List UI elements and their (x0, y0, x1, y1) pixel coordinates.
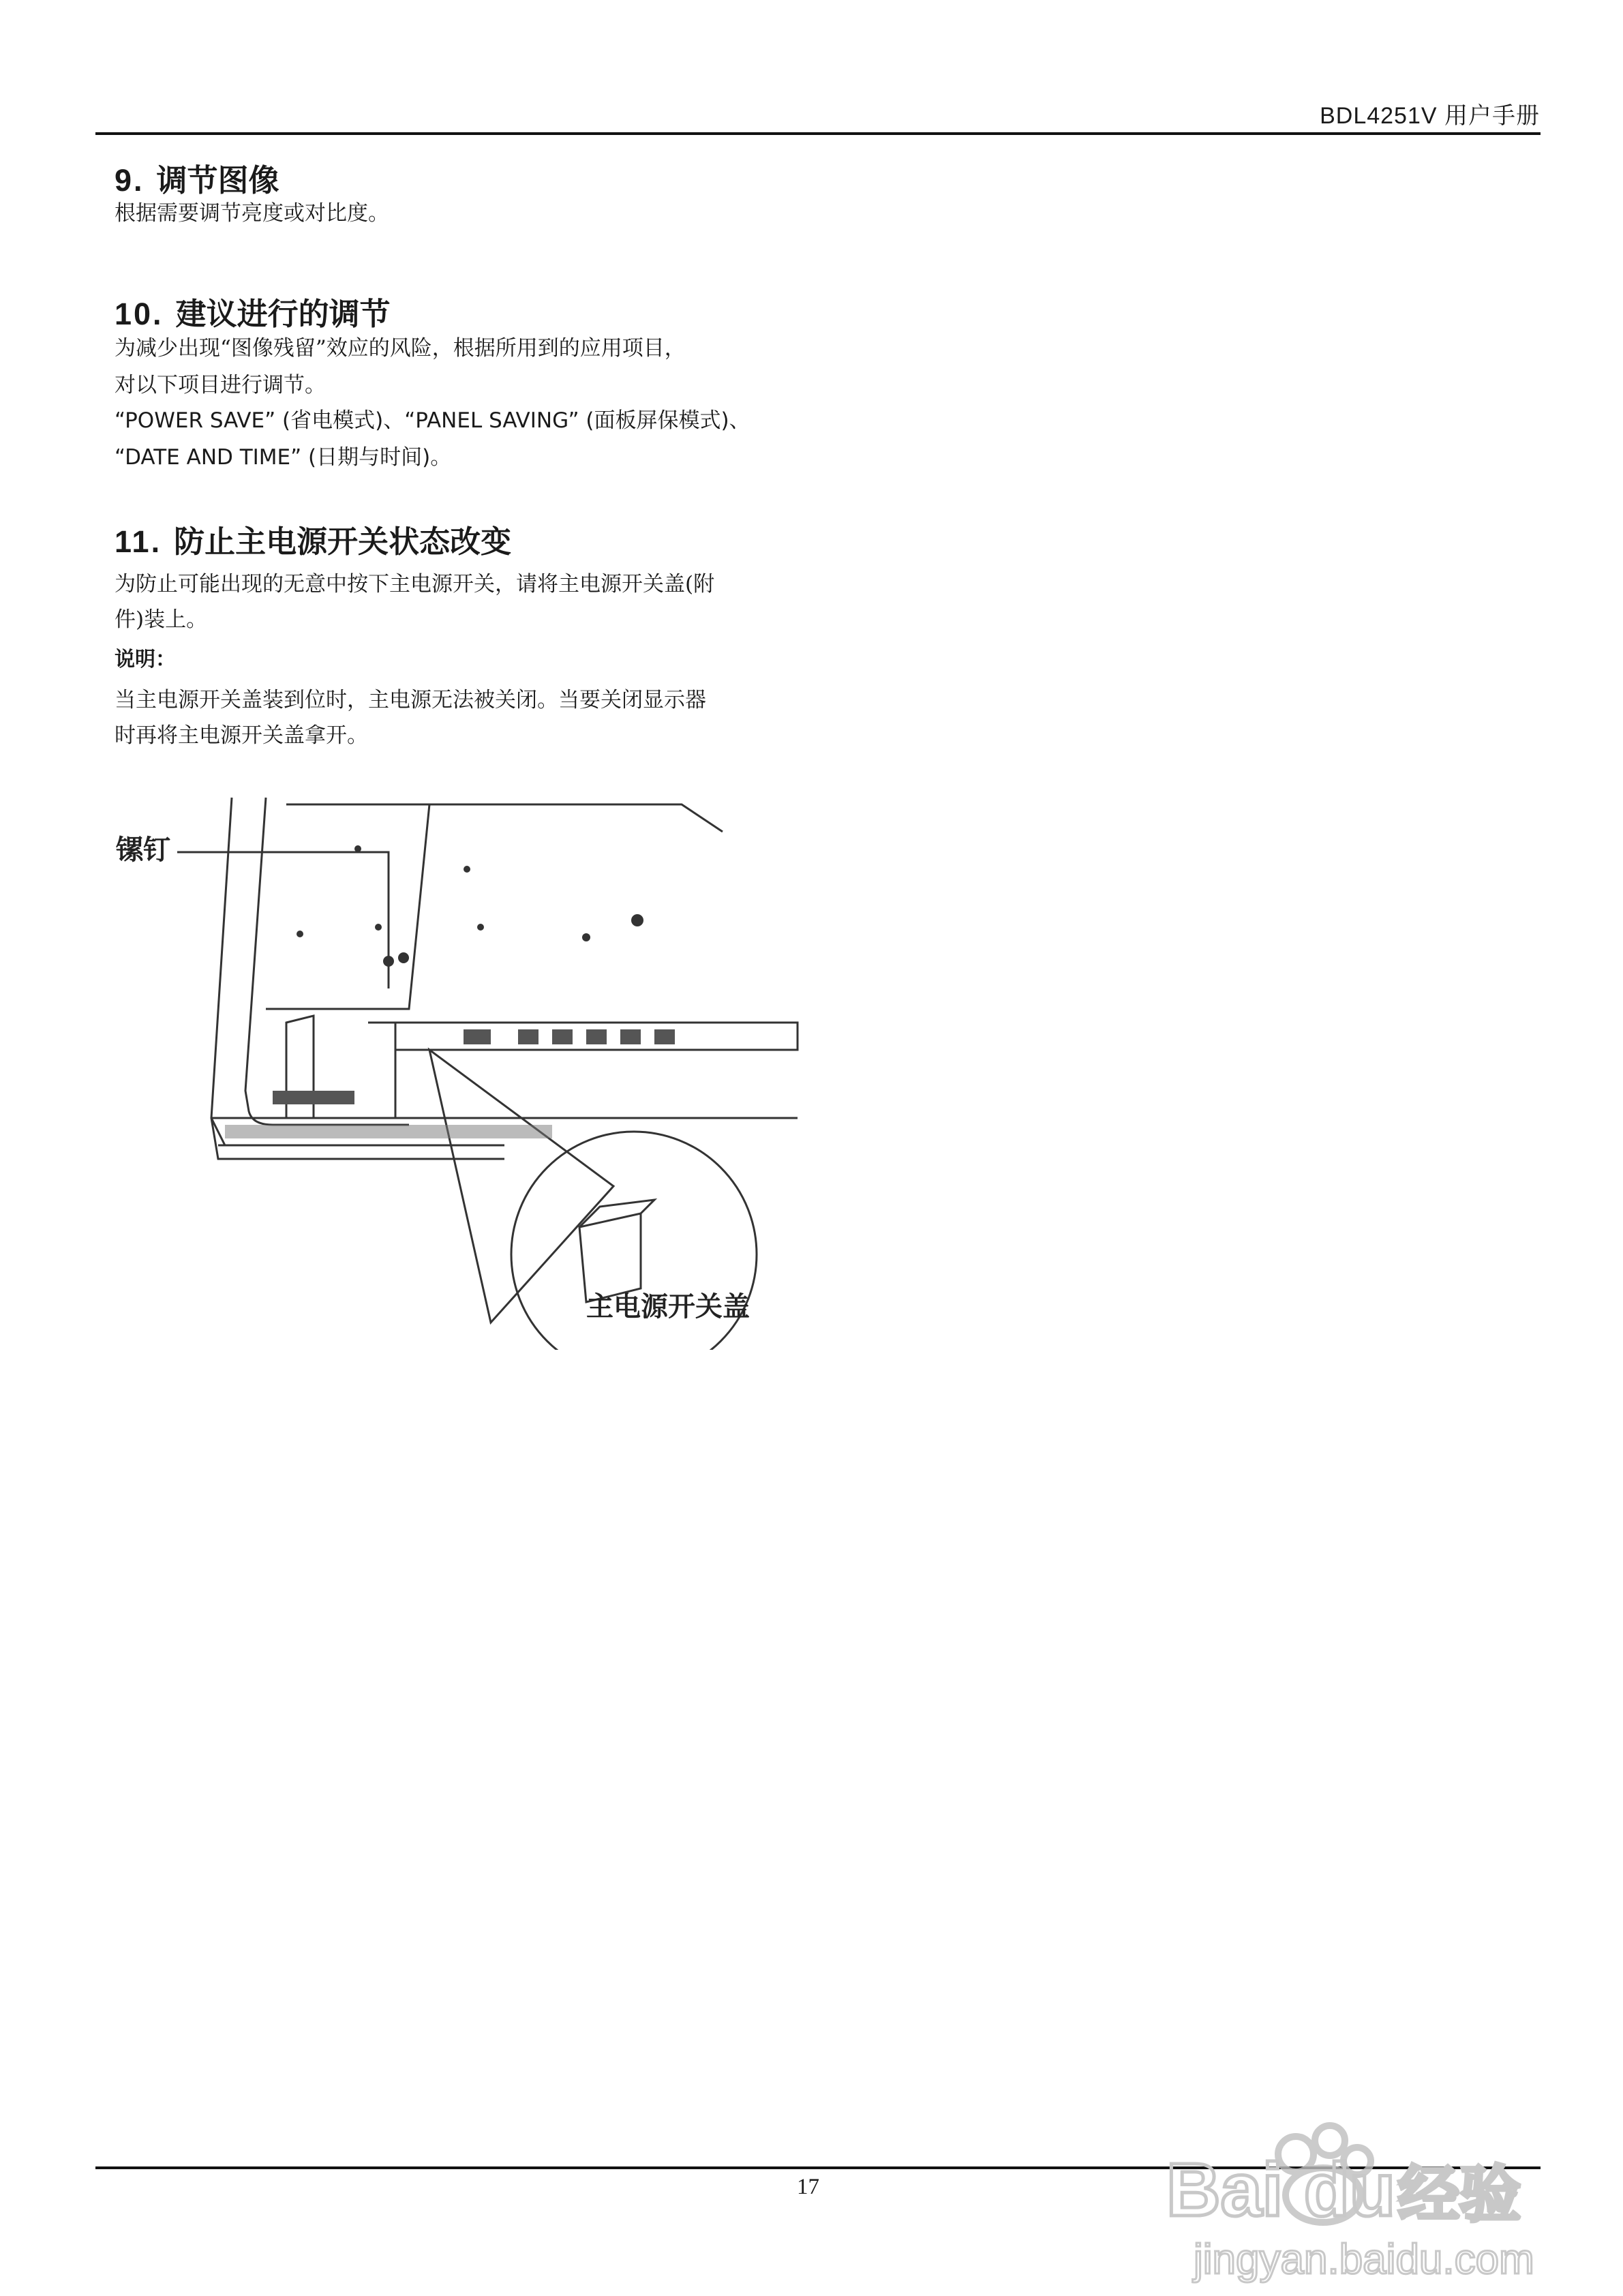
svg-text:经验: 经验 (1398, 2159, 1521, 2231)
page-number: 17 (797, 2175, 819, 2199)
section-10-line-1: 为减少出现“图像残留”效应的风险，根据所用到的应用项目， (115, 336, 686, 361)
note-line-1: 当主电源开关盖装到位时，主电源无法被关闭。当要关闭显示器 (115, 688, 706, 712)
screw-label: 镙钉 (116, 834, 170, 866)
header-rule (95, 132, 1541, 135)
section-10-title: 建议进行的调节 (175, 296, 391, 332)
baidu-logo-icon (1139, 2113, 1562, 2291)
section-11-heading (115, 517, 511, 561)
header-title: BDL4251V 用户手册 (1320, 103, 1540, 129)
section-9-number: 9. (115, 163, 145, 198)
cover-label: 主电源开关盖 (586, 1291, 750, 1323)
section-11-number: 11. (115, 524, 162, 559)
section-10-line-4: “DATE AND TIME” (日期与时间)。 (115, 445, 452, 470)
section-9-heading (115, 155, 279, 200)
section-11-line-1: 为防止可能出现的无意中按下主电源开关，请将主电源开关盖(附 (115, 572, 715, 596)
section-11-line-2: 件)装上。 (115, 607, 208, 632)
section-10-heading (115, 289, 391, 333)
svg-text:jingyan.baidu.com: jingyan.baidu.com (1194, 2236, 1534, 2283)
section-11-title: 防止主电源开关状态改变 (174, 524, 512, 560)
baidu-jingyan-watermark (1139, 2113, 1562, 2291)
svg-text:Bai du: Bai du (1166, 2148, 1396, 2232)
section-10-line-2: 对以下项目进行调节。 (115, 373, 326, 397)
note-label: 说明： (115, 648, 176, 671)
note-line-2: 时再将主电源开关盖拿开。 (115, 723, 368, 748)
section-9-paragraph: 根据需要调节亮度或对比度。 (115, 201, 389, 226)
section-9-title: 调节图像 (156, 162, 279, 198)
power-switch-cover-figure (109, 764, 804, 1350)
section-10-number: 10. (115, 297, 164, 331)
section-10-line-3: “POWER SAVE” (省电模式)、“PANEL SAVING” (面板屏保模式)、 (115, 408, 750, 433)
monitor-back-illustration (109, 764, 804, 1350)
